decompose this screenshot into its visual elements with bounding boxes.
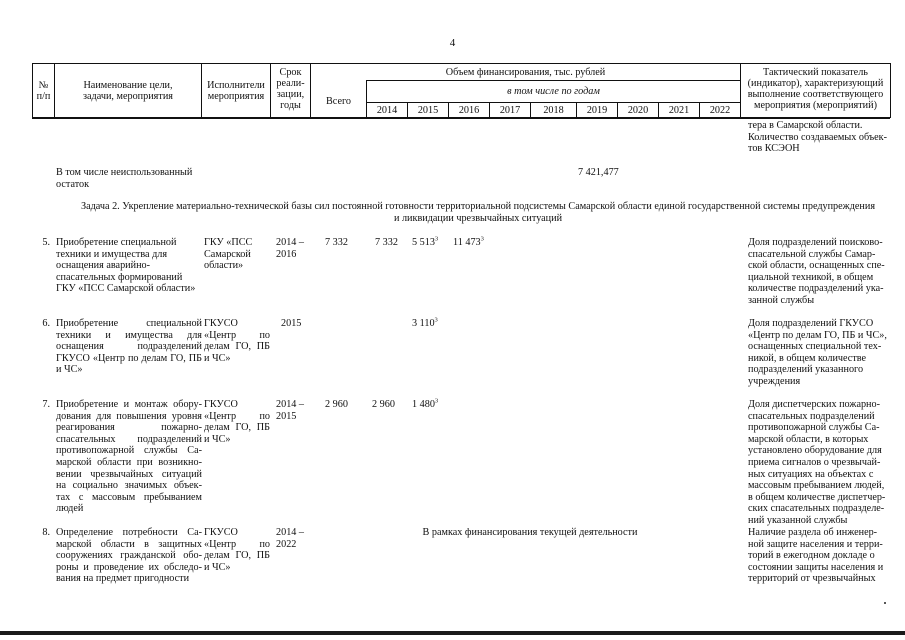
header-year: 2020 <box>627 105 649 116</box>
carry-over-indicator: тера в Самарской области. Количество создаваемых объек- тов КСЭОН <box>748 120 888 155</box>
row-number: 6. <box>42 318 50 329</box>
row-indicator: Наличие раздела об инженер- ной защите населения и терри- торий в ежегодном докладе о состоянии защиты населения и территорий от чрезвычайных <box>748 527 884 585</box>
row-executor: ГКУ «ПСС Самарской области» <box>204 237 253 272</box>
row-number: 8. <box>42 527 50 538</box>
row-name: Приобретение специальной техники и имущества для оснащения аварийно- спасательных формирований ГКУ «ПСС Самарской области» <box>56 237 196 295</box>
header-total: Всего <box>326 96 351 107</box>
header-year: 2022 <box>709 105 731 116</box>
header-bottom-rule <box>32 117 890 119</box>
row-executor: ГКУСО «Центр по делам ГО, ПБ и ЧС» <box>204 399 270 445</box>
row-term: 2014 – 2022 <box>276 527 305 550</box>
row-2015: 3 $110^3$ <box>412 316 438 329</box>
header-year: 2015 <box>417 105 439 116</box>
row-name: Приобретение и монтаж обору-дования для повышения уровня реагирования пожарно-спасательных подразделений противопожарной службы Са-марской области при возникно-вении чрезвычайных ситуаций на социально значимых объек-тах с массовым пребыванием людей <box>56 399 202 515</box>
row-2015: 5 $513^3$ <box>412 235 439 248</box>
header-year: 2014 <box>376 105 398 116</box>
row-name: Приобретение специальной техники и имущества для оснащения подразделений ГКУСО «Центр по делам ГО, ПБ и ЧС» <box>56 318 202 376</box>
header-vline <box>890 63 891 118</box>
row-term: 2014 – 2015 <box>276 399 305 422</box>
header-vline <box>54 63 55 118</box>
header-by-years: в том числе по годам <box>507 86 600 97</box>
unused-remainder-label: В том числе неиспользованный остаток <box>56 167 193 190</box>
header-top-rule <box>32 63 890 64</box>
row-funding-note: В рамках финансирования текущей деятельности <box>422 527 638 538</box>
row-name: Определение потребности Са-марской области в защитных сооружениях гражданской обо-роны и проведение их обследо-вания на предмет пригодности <box>56 527 202 585</box>
row-term: 2014 – 2016 <box>276 237 305 260</box>
page-number: 4 <box>449 37 456 49</box>
row-indicator: Доля диспетчерских пожарно- спасательных подразделений противопожарной службы Са- марской области, в которых установлено оборудование для приема сигналов о чрезвычай- ных ситуациях на объектах с массовым пребыванием людей, в общем количестве диспетчер- ских спасательных подразделе- ний указанной службы <box>748 399 886 526</box>
header-year: 2021 <box>668 105 690 116</box>
header-indicator: Тактический показатель (индикатор), характеризующий выполнение соответствующего мероприятия (мероприятий) <box>747 67 884 111</box>
scan-dot <box>884 602 886 604</box>
header-name: Наименование цели, задачи, мероприятия <box>83 80 173 102</box>
task-2-heading: Задача 2. Укрепление материально-технической базы сил постоянной готовности территориальной подсистемы Самарской области единой государственной системы предупреждения и ликвидации чрезвычайных ситуаций <box>80 201 876 224</box>
header-num: № п/п <box>36 80 51 102</box>
row-total: 2 960 <box>325 399 348 410</box>
row-indicator: Доля подразделений поисково- спасательной службы Самар- ской области, оснащенных спе- циальной техникой, в общем количестве подразделений ука- занной службы <box>748 237 885 306</box>
row-indicator: Доля подразделений ГКУСО «Центр по делам ГО, ПБ и ЧС», оснащенных специальной тех- никой, в общем количестве подразделений указанного учреждения <box>748 318 887 387</box>
row-term: 2015 <box>281 318 302 329</box>
header-years-rule <box>366 102 740 103</box>
row-number: 7. <box>42 399 50 410</box>
row-2014: 7 332 <box>375 237 398 248</box>
row-total: 7 332 <box>325 237 348 248</box>
row-executor: ГКУСО «Центр по делам ГО, ПБ и ЧС» <box>204 318 270 364</box>
unused-remainder-value: 7 421,477 <box>578 167 619 178</box>
header-year: 2019 <box>586 105 608 116</box>
header-mid-rule <box>366 80 740 81</box>
page-bottom-edge <box>0 631 905 635</box>
row-2016: 11 $473^3$ <box>453 235 484 248</box>
row-executor: ГКУСО «Центр по делам ГО, ПБ и ЧС» <box>204 527 270 573</box>
header-year: 2017 <box>499 105 521 116</box>
header-year: 2016 <box>458 105 480 116</box>
header-volume: Объем финансирования, тыс. рублей <box>445 67 606 78</box>
header-term: Срок реали- зации, годы <box>276 67 305 111</box>
header-executor: Исполнители мероприятия <box>207 80 265 102</box>
row-2015: 1 $480^3$ <box>412 397 439 410</box>
row-number: 5. <box>42 237 50 248</box>
row-2014: 2 960 <box>372 399 395 410</box>
header-year: 2018 <box>543 105 564 116</box>
